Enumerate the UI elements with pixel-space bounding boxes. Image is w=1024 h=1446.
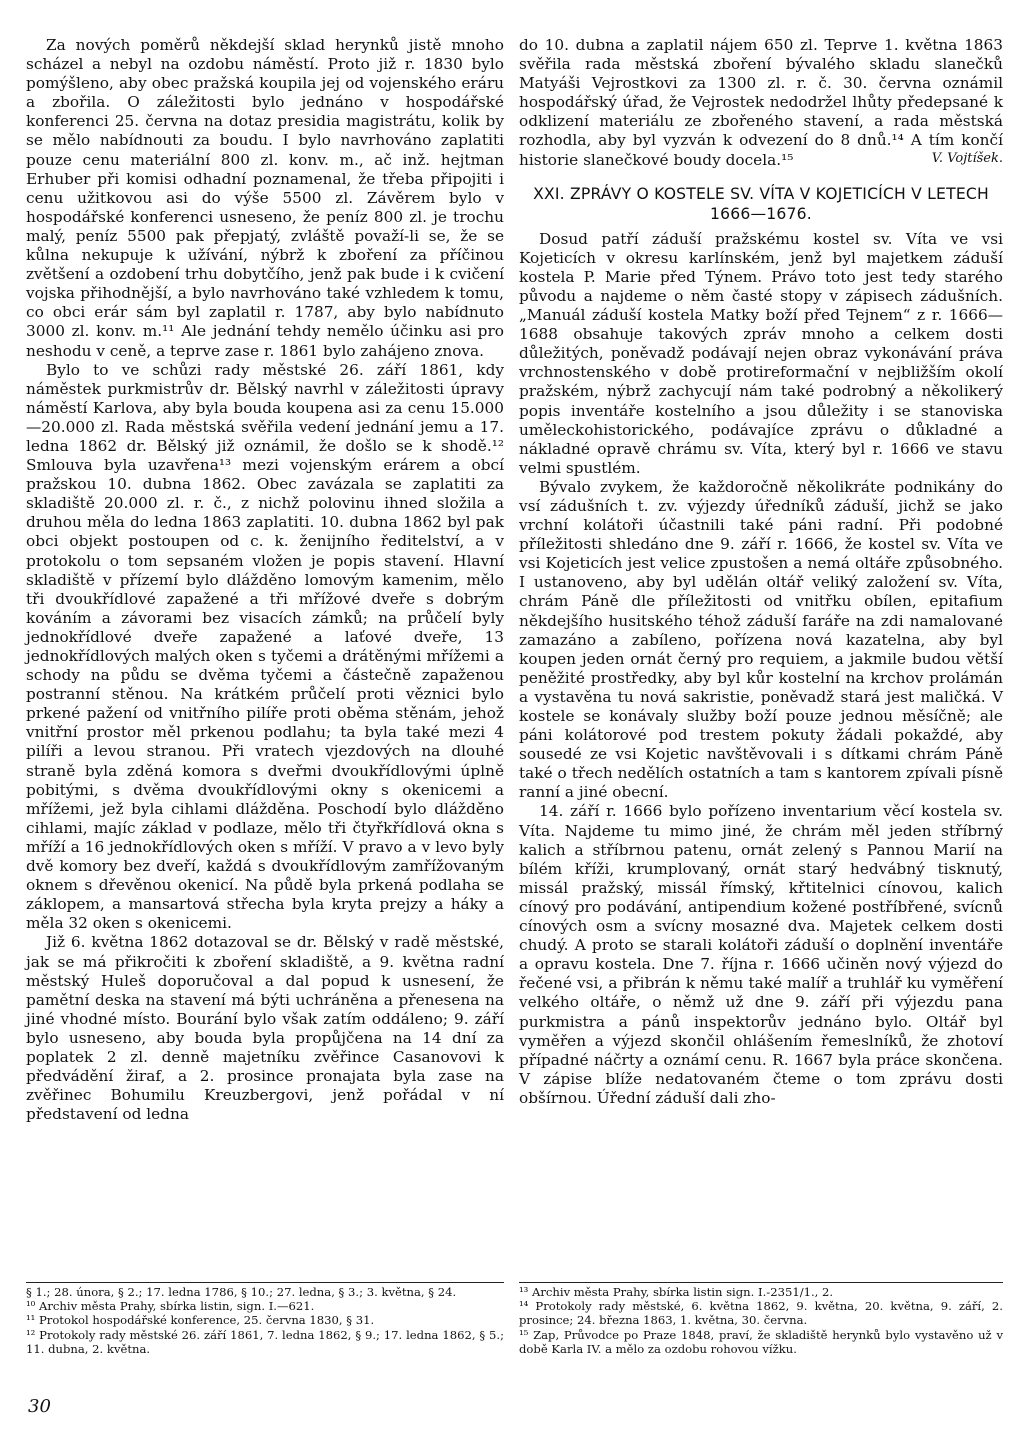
paragraph: 14. září r. 1666 bylo pořízeno inventarium věcí kostela sv. Víta. Najdeme tu mimo jiné, že chrám měl jeden stříbrný kalich a stříbrnou patenu, ornát zelený s Pannou Marií na bílém kříži, krumplovaný, ornát starý hedvábný tisknutý, missál pražský, missál římský, křtitelnici cínovou, kalich cínový pro podávání, antipendium kožené postříbřené, svícnů cínových osm a svícny mosazné dva. Majetek celkem dosti chudý. A proto se starali kolátoři záduší o doplnění inventáře a opravu kostela. Dne 7. října r. 1666 učiněn nový výjezd do řečené vsi, a přibrán k němu také malíř a truhlář ku vyměření velkého oltáře, o němž už dne 9. září při výjezdu pana purkmistra a pánů inspektorův jednáno bylo. Oltář byl vyměřen a výjezd skončil ohlášením řemeslníků, že zhotoví případné náčrty a oznámí cenu. R. 1667 byla práce skončena. V zápise blíže nedatovaném čteme o tom zprávu dosti obšírnou. Úřední záduší dali zho- [519, 802, 1003, 1107]
paragraph: do 10. dubna a zaplatil nájem 650 zl. Teprve 1. května 1863 svěřila rada městská zboření bývalého skladu slanečků Matyáši Vejrostkovi za 1300 zl. r. č. 30. června oznámil hospodářský úřad, že Vejrostek nedodržel lhůty předepsané k odklizení materiálu ze zbořeného stavení, a rada městská rozhodla, aby byl vyzván k odvezení do 8 dnů.¹⁴ A tím končí historie slanečkové boudy docela.¹⁵ [519, 36, 1003, 169]
footnote-divider [26, 1282, 504, 1283]
paragraph: Za nových poměrů někdejší sklad herynků jistě mnoho scházel a nebyl na ozdobu náměstí. Proto již r. 1830 bylo pomýšleno, aby obec pražská koupila jej od vojenského eráru a zbořila. O záležitosti bylo jednáno v hospodářské konferenci 25. června na dotaz presidia magistrátu, kolik by se mělo nabídnouti za boudu. I bylo navrhováno zaplatiti pouze cenu materiální 800 zl. konv. m., ač inž. hejtman Erhuber při komisi odhadní poznamenal, že třeba připojiti i cenu užitkovou asi do výše 5500 zl. Závěrem bylo v hospodářské konferenci usneseno, že peníz 800 zl. je trochu malý, peníz 5500 pak přepjatý, zvláště považí-li se, že se kůlna nekupuje k užívání, nýbrž k zboření za příčinou zvětšení a ozdobení trhu dobytčího, jenž pak bude i k cvičení vojska přihodnější, a bylo navrhováno také vzhledem k tomu, co obci erár sám byl zaplatil r. 1787, aby bylo nabídnuto 3000 zl. konv. m.¹¹ Ale jednání tehdy nemělo účinku asi pro neshodu v ceně, a teprve zase r. 1861 bylo zahájeno znova. [26, 36, 504, 360]
paragraph: Dosud patří záduší pražskému kostel sv. Víta ve vsi Kojeticích v okresu karlínském, jenž byl majetkem záduší kostela P. Marie před Týnem. Právo toto jest tedy starého původu a najdeme o něm časté stopy v zápisech zádušních. „Manuál záduší kostela Matky boží před Tejnem“ z r. 1666—1688 obsahuje takových zpráv mnoho a celkem dosti důležitých, poněvadž podávají nejen obraz vykonávání práva vrchnostenského v době protireformační v nejbližším okolí pražském, nýbrž zachycují nám také podrobný a několikerý popis inventáře kostelního a jsou důležity i se stanoviska uměleckohistorického, podávajíce zprávu o důkladné a nákladné opravě chrámu sv. Víta, který byl r. 1666 ve stavu velmi spustlém. [519, 229, 1003, 477]
footnote: § 1.; 28. února, § 2.; 17. ledna 1786, § 10.; 27. ledna, § 3.; 3. května, § 24. [26, 1285, 457, 1299]
footnote: ¹⁴ Protokoly rady městské, 6. května 1862, 9. května, 20. května, 9. září, 2. prosince; 24. března 1863, 1. května, 30. června. [519, 1299, 1003, 1328]
section-heading: XXI. ZPRÁVY O KOSTELE SV. VÍTA V KOJETICÍCH V LETECH 1666—1676. [533, 184, 989, 223]
left-column [26, 36, 504, 1124]
footnote: ¹³ Archiv města Prahy, sbírka listin sign. I.-2351/1., 2. [519, 1285, 834, 1299]
page-number: 30 [28, 1396, 51, 1417]
right-column [519, 36, 1003, 1108]
paragraph: Bývalo zvykem, že každoročně několikráte podnikány do vsí zádušních t. zv. výjezdy úředníků záduší, jichž se jako vrchní kolátoři účastnili také páni radní. Při podobné příležitosti shledáno dne 9. září r. 1666, že kostel sv. Víta ve vsi Kojeticích jest velice zpustošen a nemá oltáře způsobného. I ustanoveno, aby byl udělán oltář veliký založení sv. Víta, chrám Páně dle příležitosti od vnitřku obílen, epitafium někdejšího husitského téhož záduší faráře na zdi namalované zamazáno a zabíleno, pořízena nová kazatelna, aby byl koupen jeden ornát černý pro requiem, a jakmile budou větší peněžité prostředky, aby byl kůr kostelní na krchov prolámán a vystavěna tu nová sakristie, poněvadž stará jest maličká. V kostele se konávaly služby boží pouze jednou měsíčně; ale páni kolátorové pod trestem pokuty žádali pokaždé, aby sousedé ze vsi Kojetic navštěvovali i s dítkami chrám Páně také o třech nedělích ostatních a tam s kantorem zpívali písně ranní a jiné obecní. [519, 477, 1003, 802]
footnotes-right [519, 1282, 1003, 1356]
paragraph: Již 6. května 1862 dotazoval se dr. Bělský v radě městské, jak se má přikročiti k zboření skladiště, a 9. května radní městský Huleš doporučoval a dal popud k usnesení, že pamětní deska na stavení má býti uchráněna a přenesena na jiné vhodné místo. Bourání bylo však zatím oddáleno; 9. září bylo usneseno, aby bouda byla propůjčena na 14 dní za poplatek 2 zl. denně majetníku zvěřince Casanovovi k předvádění žiraf, a 2. prosince pronajata byla zase na zvěřinec Bohumilu Kreuzbergovi, jenž pořádal v ní představení od ledna [26, 933, 504, 1124]
author-signature: V. Vojtíšek. [931, 150, 1003, 166]
footnote-divider [519, 1282, 1003, 1283]
footnote: ¹¹ Protokol hospodářské konference, 25. června 1830, § 31. [26, 1313, 375, 1328]
footnote: ¹⁵ Zap, Průvodce po Praze 1848, praví, že skladiště herynků bylo vystavěno už v době Karla IV. a mělo za ozdobu rohovou vížku. [519, 1327, 1003, 1356]
footnote: ¹⁰ Archiv města Prahy, sbírka listin, sign. I.—621. [26, 1299, 315, 1314]
paragraph: Bylo to ve schůzi rady městské 26. září 1861, kdy náměstek purkmistrův dr. Bělský navrhl v záležitosti úpravy náměstí Karlova, aby byla bouda koupena asi za cenu 15.000—20.000 zl. Rada městská svěřila vedení jednání jemu a 17. ledna 1862 dr. Bělský již oznámil, že došlo se k shodě.¹² Smlouva byla uzavřena¹³ mezi vojenským erárem a obcí pražskou 10. dubna 1862. Obec zavázala se zaplatiti za skladiště 20.000 zl. r. č., z nichž polovinu ihned složila a druhou měla do ledna 1863 zaplatiti. 10. dubna 1862 byl pak obci objekt postoupen od c. k. ženijního ředitelství, a v protokolu o tom sepsaném vložen je popis stavení. Hlavní skladiště v přízemí bylo dlážděno lomovým kamenim, mělo tři dvoukřídlové zapažené a tři mřížové dveře s dobrým kováním a závorami bez visacích zámků; na průčelí byly jednokřídlové dveře zapažené a laťové dveře, 13 jednokřídlových malých oken s tyčemi a drátěnými mřížemi a schody na půdu se dvěma tyčemi a částečně zapaženou postranní stěnou. Na krátkém průčelí proti věznici bylo prkené pažení od vnitřního pilíře proti oběma stěnám, jehož vnitřní prostor měl prkenou podlahu; ta byla také mezi 4 pilíři a levou stranou. Při vratech vjezdových na dlouhé straně byla zděná komora s dveřmi dvoukřídlovými úplně pobitými, s dvěma dvoukřídlovými okny s okenicemi a mřížemi, jež byla cihlami dlážděna. Poschodí bylo dlážděno cihlami, majíc základ v podlaze, mělo tři čtyřkřídlová okna s mříží a 16 jednokřídlových oken s mříží. V pravo a v levo byly dvě komory bez dveří, každá s dvoukřídlovým zamřížovaným oknem s dřevěnou okenicí. Na půdě byla prkená podlaha se záklopem, a mansartová střecha byla kryta prejzy a háky a měla 32 oken s okenicemi. [26, 360, 504, 933]
footnotes-left [26, 1282, 504, 1356]
footnote: ¹² Protokoly rady městské 26. září 1861, 7. ledna 1862, § 9.; 17. ledna 1862, § 5.; 11. dubna, 2. května. [26, 1327, 504, 1356]
